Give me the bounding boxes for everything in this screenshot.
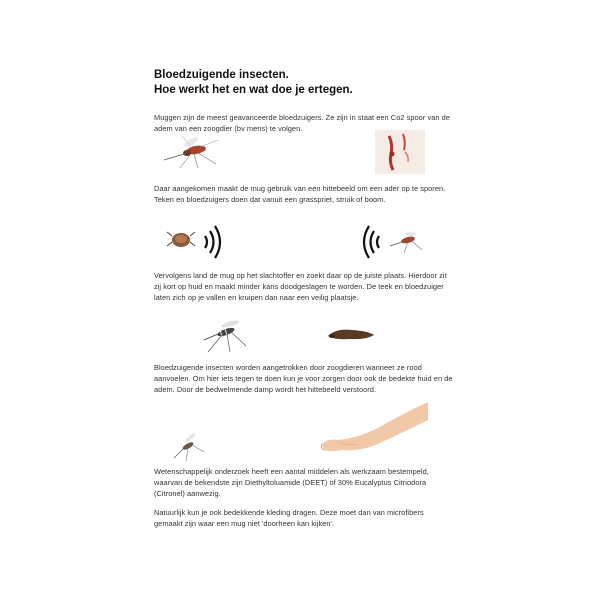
paragraph-4: Bloedzuigende insecten worden aangetrokken door zoogdieren wanneer ze rood aanvoelen. Om hier iets tegen te doen kun je voor zorgen door ook de bedekte huid en de adem. Door de bedwelmende damp wordt het hittebeeld verstoord. [154, 363, 453, 394]
mosquito-small-image [388, 228, 424, 254]
leech-image [326, 326, 376, 342]
bleeding-skin-image [375, 130, 425, 174]
paragraph-2: Daar aangekomen maakt de mug gebruik van een hittebeeld om een ader op te sporen. Teken en bloedzuigers doen dat vanuit een grasspriet, struik of boom. [154, 184, 446, 204]
sound-wave-right-icon [202, 224, 222, 260]
paragraph-5: Wetenschappelijk onderzoek heeft een aantal middelen als werkzaam bestempeld, waarvan de bekendste zijn Diethyltoluamide (DEET) of 30% Eucalyptus Citriodora (Citronel) aanwezig. [154, 467, 429, 498]
paragraph-3: Vervolgens land de mug op het slachtoffer en zoekt daar op de juiste plaats. Hierdoor zit zij kort op huid en maakt minder kans doodgeslagen te worden. De teek en bloedzuiger laten zich op je vallen en kruipen dan naar een veilig plaatsje. [154, 271, 447, 302]
mosquito-image [160, 134, 220, 170]
human-arm-image [318, 398, 430, 460]
title-line-2: Hoe werkt het en wat doe je ertegen. [154, 84, 353, 96]
paragraph-6: Natuurlijk kun je ook bedekkende kleding dragen. Deze moet dan van microfibers gemaakt zijn waar een mug niet 'doorheen kan kijken'. [154, 508, 424, 528]
sound-wave-left-icon [362, 224, 382, 260]
mosquito-striped-image [200, 318, 248, 354]
mosquito-flying-image [172, 428, 206, 462]
tick-image [166, 226, 196, 252]
title-line-1: Bloedzuigende insecten. [154, 69, 289, 81]
page-title [154, 68, 474, 98]
paragraph-1: Muggen zijn de meest geavanceerde bloedzuigers. Ze zijn in staat een Co2 spoor van de adem van een zoogdier (bv mens) te volgen. [154, 113, 450, 133]
